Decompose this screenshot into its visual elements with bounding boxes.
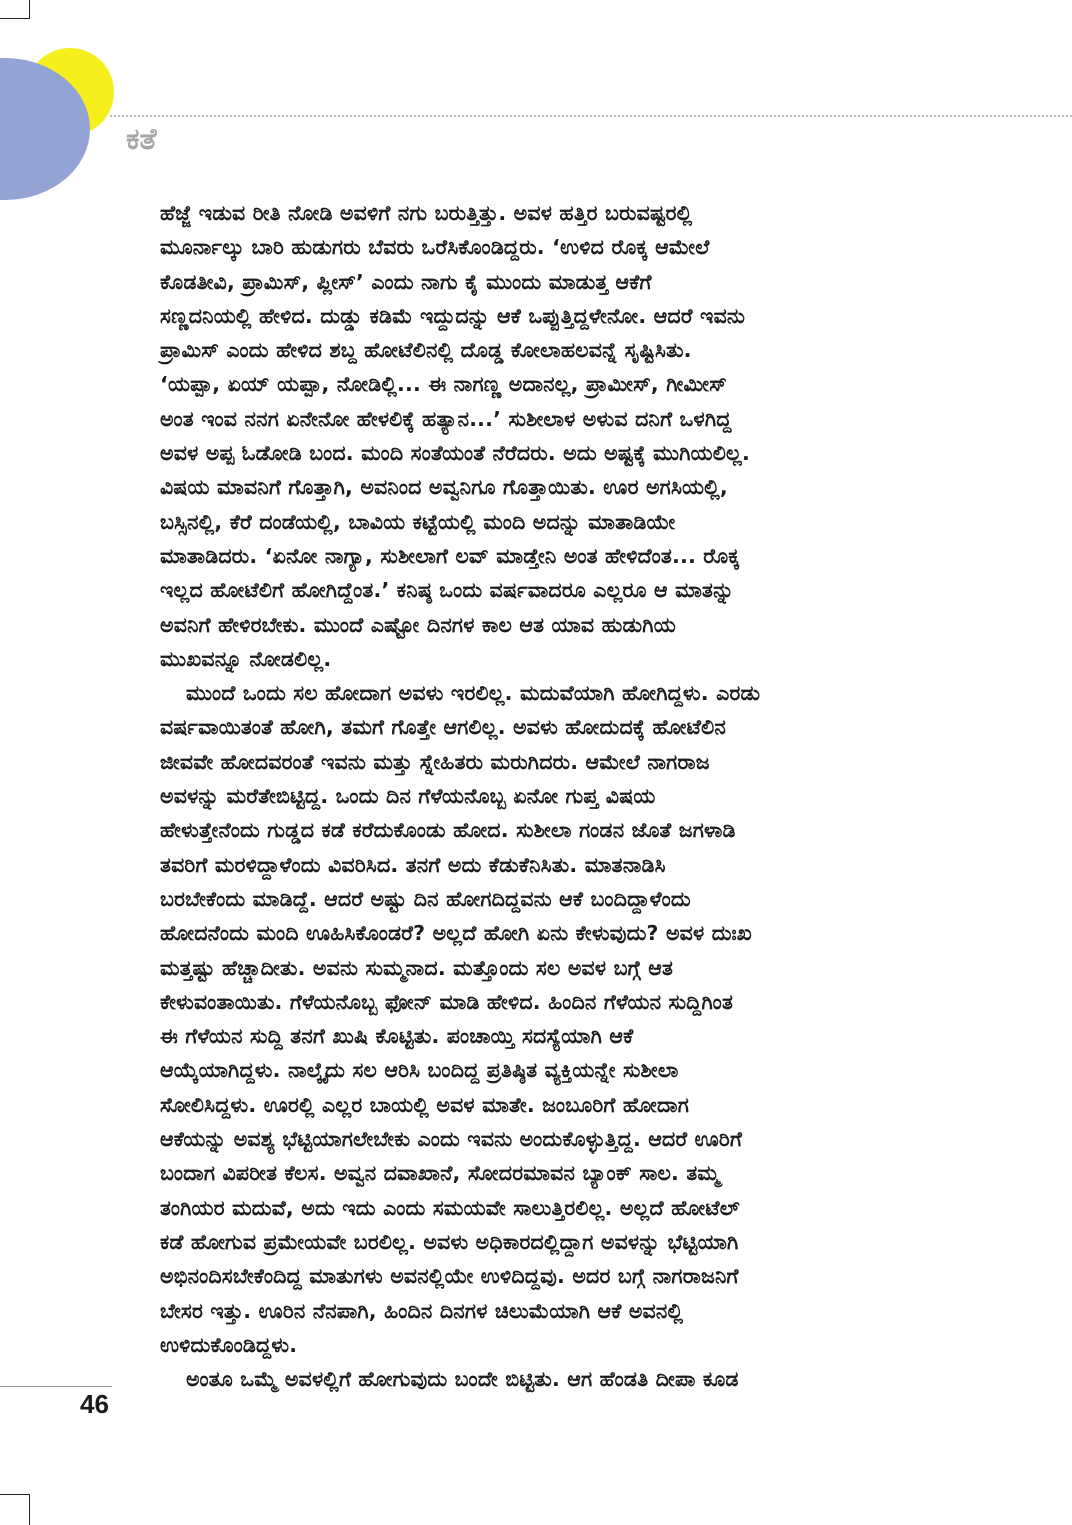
text-line: ತಂಗಿಯರ ಮದುವೆ, ಅದು ಇದು ಎಂದು ಸಮಯವೇ ಸಾಲುತ್ತಿರಲಿಲ್ಲ. ಅಲ್ಲದೆ ಹೋಟೆಲ್ — [160, 1195, 740, 1220]
text-line: ತವರಿಗೆ ಮರಳಿದ್ದಾಳೆಂದು ವಿವರಿಸಿದ. ತನಗೆ ಅದು ಕೆಡುಕೆನಿಸಿತು. ಮಾತನಾಡಿಸಿ — [160, 852, 666, 877]
text-line: ಪ್ರಾಮಿಸ್ ಎಂದು ಹೇಳಿದ ಶಬ್ದ ಹೋಟೆಲಿನಲ್ಲಿ ದೊಡ್ಡ ಕೋಲಾಹಲವನ್ನೆ ಸೃಷ್ಟಿಸಿತು. — [160, 338, 692, 363]
text-line: ‘ಯಪ್ಪಾ, ಏಯ್ ಯಪ್ಪಾ, ನೋಡಿಲ್ಲಿ... ಈ ನಾಗಣ್ಣ ಅದಾನಲ್ಲ, ಪ್ರಾಮೀಸ್, ಗೀಮೀಸ್ — [160, 372, 727, 397]
text-line: ಬಸ್ಸಿನಲ್ಲಿ, ಕೆರೆ ದಂಡೆಯಲ್ಲಿ, ಬಾವಿಯ ಕಟ್ಟೆಯಲ್ಲಿ ಮಂದಿ ಅದನ್ನು ಮಾತಾಡಿಯೇ — [160, 509, 676, 534]
crop-mark-bottom-left-vertical — [29, 1494, 30, 1525]
text-line: ಕೇಳುವಂತಾಯಿತು. ಗೆಳೆಯನೊಬ್ಬ ಫೋನ್ ಮಾಡಿ ಹೇಳಿದ. ಹಿಂದಿನ ಗೆಳೆಯನ ಸುದ್ದಿಗಿಂತ — [160, 989, 734, 1014]
text-line: ಅವನಿಗೆ ಹೇಳಿರಬೇಕು. ಮುಂದೆ ಎಷ್ಟೋ ದಿನಗಳ ಕಾಲ ಆತ ಯಾವ ಹುಡುಗಿಯ — [160, 612, 676, 637]
text-line: ಹೆಜ್ಜೆ ಇಡುವ ರೀತಿ ನೋಡಿ ಅವಳಿಗೆ ನಗು ಬರುತ್ತಿತ್ತು. ಅವಳ ಹತ್ತಿರ ಬರುವಷ್ಟರಲ್ಲಿ — [160, 201, 693, 225]
text-line: ಇಲ್ಲದ ಹೋಟೆಲಿಗೆ ಹೋಗಿದ್ದೆಂತ.’ ಕನಿಷ್ಠ ಒಂದು ವರ್ಷವಾದರೂ ಎಲ್ಲರೂ ಆ ಮಾತನ್ನು — [160, 578, 734, 603]
text-line: ಈ ಗೆಳೆಯನ ಸುದ್ದಿ ತನಗೆ ಖುಷಿ ಕೊಟ್ಟಿತು. ಪಂಚಾಯ್ತಿ ಸದಸ್ಯೆಯಾಗಿ ಆಕೆ — [160, 1024, 634, 1049]
crop-mark-top-left-horizontal — [0, 18, 30, 19]
footer-rule — [0, 1386, 112, 1387]
text-line: ಜೀವವೇ ಹೋದವರಂತೆ ಇವನು ಮತ್ತು ಸ್ನೇಹಿತರು ಮರುಗಿದರು. ಆಮೇಲೆ ನಾಗರಾಜ — [160, 749, 710, 774]
text-line: ವಿಷಯ ಮಾವನಿಗೆ ಗೊತ್ತಾಗಿ, ಅವನಿಂದ ಅವ್ವನಿಗೂ ಗೊತ್ತಾಯಿತು. ಊರ ಅಗಸಿಯಲ್ಲಿ, — [160, 475, 728, 500]
page-number: 46 — [80, 1389, 109, 1419]
crop-mark-top-left-vertical — [29, 0, 30, 18]
text-line: ಮುಖವನ್ನೂ ನೋಡಲಿಲ್ಲ. — [160, 646, 332, 671]
story-body-text — [160, 196, 920, 1396]
text-line: ಉಳಿದುಕೊಂಡಿದ್ದಳು. — [160, 1332, 298, 1357]
text-line: ಅವಳನ್ನು ಮರೆತೇಬಿಟ್ಟಿದ್ದ. ಒಂದು ದಿನ ಗೆಳೆಯನೊಬ್ಬ ಏನೋ ಗುಪ್ತ ವಿಷಯ — [160, 784, 656, 809]
section-label: ಕತೆ — [126, 122, 157, 157]
text-line: ಹೇಳುತ್ತೇನೆಂದು ಗುಡ್ಡದ ಕಡೆ ಕರೆದುಕೊಂಡು ಹೋದ. ಸುಶೀಲಾ ಗಂಡನ ಜೊತೆ ಜಗಳಾಡಿ — [160, 818, 736, 843]
text-line: ಬಂದಾಗ ವಿಪರೀತ ಕೆಲಸ. ಅವ್ವನ ದವಾಖಾನೆ, ಸೋದರಮಾವನ ಬ್ಯಾಂಕ್ ಸಾಲ. ತಮ್ಮ — [160, 1161, 720, 1186]
text-line: ಅವಳ ಅಪ್ಪ ಓಡೋಡಿ ಬಂದ. ಮಂದಿ ಸಂತೆಯಂತೆ ನೆರೆದರು. ಅದು ಅಷ್ಟಕ್ಕೆ ಮುಗಿಯಲಿಲ್ಲ. — [160, 441, 750, 466]
text-line: ಮೂರ್ನಾಲ್ಕು ಬಾರಿ ಹುಡುಗರು ಬೆವರು ಒರೆಸಿಕೊಂಡಿದ್ದರು. ‘ಉಳಿದ ರೊಕ್ಕ ಆಮೇಲೆ — [160, 235, 710, 260]
text-line: ಆಕೆಯನ್ನು ಅವಶ್ಯ ಭೆಟ್ಟಿಯಾಗಲೇಬೇಕು ಎಂದು ಇವನು ಅಂದುಕೊಳ್ಳುತ್ತಿದ್ದ. ಆದರೆ ಊರಿಗೆ — [160, 1127, 743, 1152]
text-line: ಕೊಡತೀವಿ, ಪ್ರಾಮಿಸ್, ಪ್ಲೀಸ್’ ಎಂದು ನಾಗು ಕೈ ಮುಂದು ಮಾಡುತ್ತ ಆಕೆಗೆ — [160, 269, 652, 294]
text-line: ಅಂತೂ ಒಮ್ಮೆ ಅವಳಲ್ಲಿಗೆ ಹೋಗುವುದು ಬಂದೇ ಬಿಟ್ಟಿತು. ಆಗ ಹೆಂಡತಿ ದೀಪಾ ಕೂಡ — [186, 1367, 739, 1392]
header-dotted-rule — [110, 115, 1072, 117]
text-line: ಬರಬೇಕೆಂದು ಮಾಡಿದ್ದೆ. ಆದರೆ ಅಷ್ಟು ದಿನ ಹೋಗದಿದ್ದವನು ಆಕೆ ಬಂದಿದ್ದಾಳೆಂದು — [160, 886, 691, 911]
text-line: ಸೋಲಿಸಿದ್ದಳು. ಊರಲ್ಲಿ ಎಲ್ಲರ ಬಾಯಲ್ಲಿ ಅವಳ ಮಾತೇ. ಜಂಬೂರಿಗೆ ಹೋದಾಗ — [160, 1092, 690, 1117]
text-line: ವರ್ಷವಾಯಿತಂತೆ ಹೋಗಿ, ತಮಗೆ ಗೊತ್ತೇ ಆಗಲಿಲ್ಲ. ಅವಳು ಹೋದುದಕ್ಕೆ ಹೋಟೆಲಿನ — [160, 715, 726, 740]
text-line: ಮತ್ತಷ್ಟು ಹೆಚ್ಚಾದೀತು. ಅವನು ಸುಮ್ಮನಾದ. ಮತ್ತೊಂದು ಸಲ ಅವಳ ಬಗ್ಗೆ ಆತ — [160, 955, 674, 980]
text-line: ಬೇಸರ ಇತ್ತು. ಊರಿನ ನೆನಪಾಗಿ, ಹಿಂದಿನ ದಿನಗಳ ಚಿಲುಮೆಯಾಗಿ ಆಕೆ ಅವನಲ್ಲಿ — [160, 1298, 684, 1323]
text-line: ಹೋದನೆಂದು ಮಂದಿ ಊಹಿಸಿಕೊಂಡರೆ? ಅಲ್ಲದೆ ಹೋಗಿ ಏನು ಕೇಳುವುದು? ಅವಳ ದುಃಖ — [160, 921, 752, 946]
text-line: ಆಯ್ಕೆಯಾಗಿದ್ದಳು. ನಾಲ್ಕೈದು ಸಲ ಆರಿಸಿ ಬಂದಿದ್ದ ಪ್ರತಿಷ್ಠಿತ ವ್ಯಕ್ತಿಯನ್ನೇ ಸುಶೀಲಾ — [160, 1058, 679, 1083]
text-line: ಅಭಿನಂದಿಸಬೇಕೆಂದಿದ್ದ ಮಾತುಗಳು ಅವನಲ್ಲಿಯೇ ಉಳಿದಿದ್ದವು. ಅದರ ಬಗ್ಗೆ ನಾಗರಾಜನಿಗೆ — [160, 1264, 739, 1289]
text-line: ಅಂತ ಇಂವ ನನಗ ಏನೇನೋ ಹೇಳಲಿಕ್ಕೆ ಹತ್ಯಾನ...’ ಸುಶೀಲಾಳ ಅಳುವ ದನಿಗೆ ಒಳಗಿದ್ದ — [160, 406, 732, 431]
text-line: ಮಾತಾಡಿದರು. ‘ಏನೋ ನಾಗ್ಯಾ, ಸುಶೀಲಾಗೆ ಲವ್ ಮಾಡ್ತೇನಿ ಅಂತ ಹೇಳಿದೆಂತ... ರೊಕ್ಕ — [160, 543, 740, 568]
text-line: ಸಣ್ಣದನಿಯಲ್ಲಿ ಹೇಳಿದ. ದುಡ್ಡು ಕಡಿಮೆ ಇದ್ದುದನ್ನು ಆಕೆ ಒಪ್ಪುತ್ತಿದ್ದಳೇನೋ. ಆದರೆ ಇವನು — [160, 303, 746, 328]
text-line: ಮುಂದೆ ಒಂದು ಸಲ ಹೋದಾಗ ಅವಳು ಇರಲಿಲ್ಲ. ಮದುವೆಯಾಗಿ ಹೋಗಿದ್ದಳು. ಎರಡು — [186, 681, 761, 706]
text-line: ಕಡೆ ಹೋಗುವ ಪ್ರಮೇಯವೇ ಬರಲಿಲ್ಲ. ಅವಳು ಅಧಿಕಾರದಲ್ಲಿದ್ದಾಗ ಅವಳನ್ನು ಭೆಟ್ಟಿಯಾಗಿ — [160, 1229, 739, 1254]
crop-mark-bottom-left-horizontal — [0, 1494, 30, 1495]
